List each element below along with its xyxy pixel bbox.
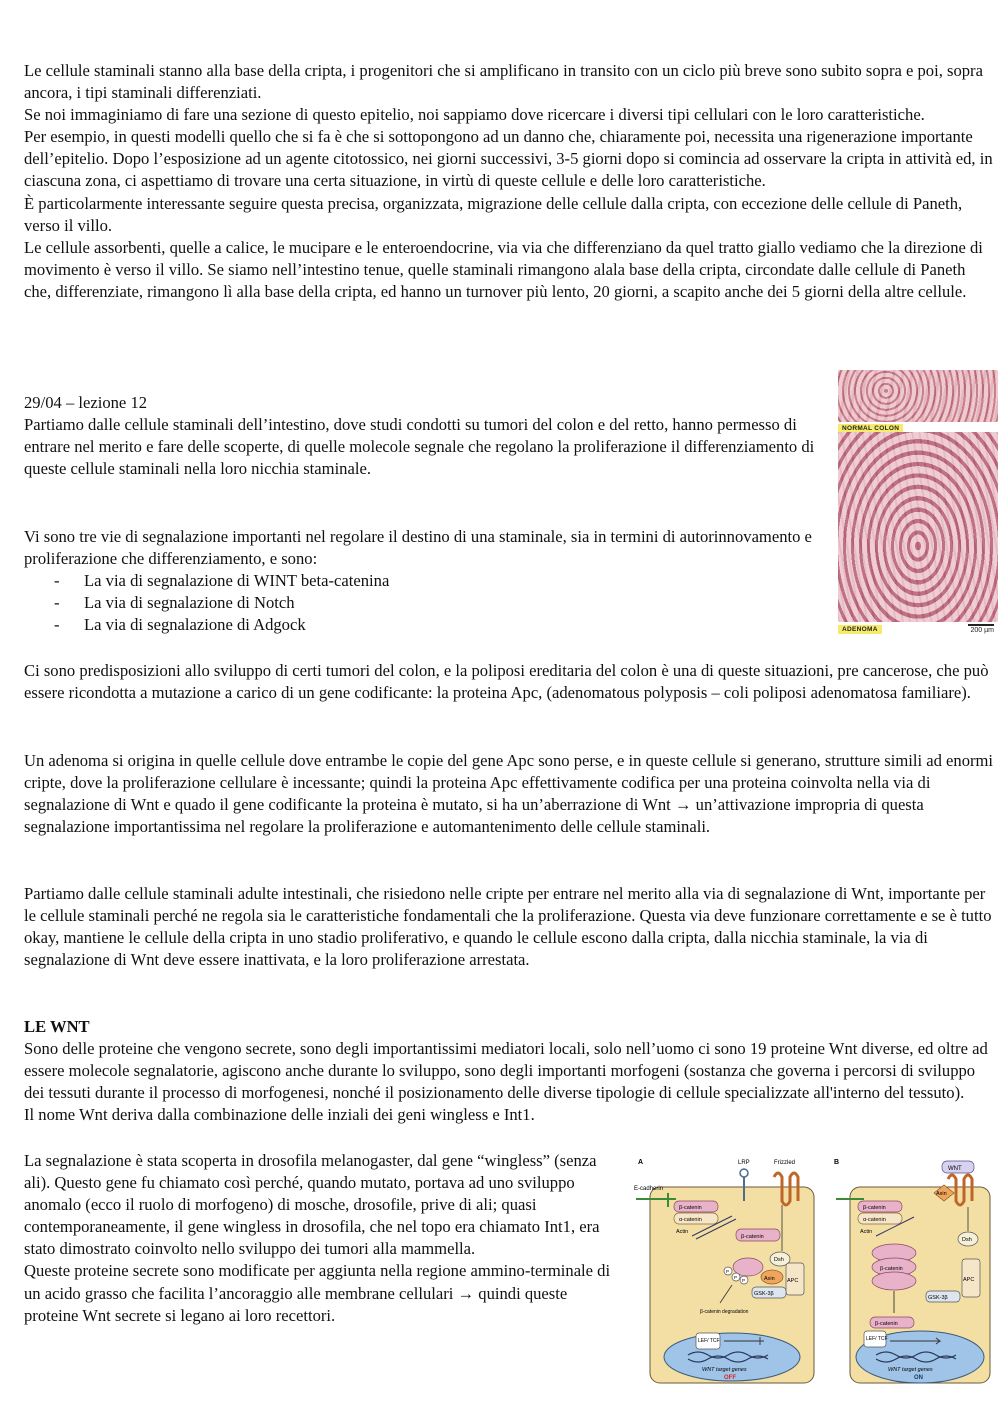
lecture-date: 29/04 – lezione 12 — [24, 393, 148, 412]
section-heading: LE WNT — [24, 1017, 90, 1036]
gsk-label-b: GSK-3β — [928, 1295, 948, 1301]
p-label-a: P — [726, 1269, 730, 1274]
paragraph-wnt-scoperta: La segnalazione è stata scoperta in drosofila melanogaster, dal gene “wingless” (senza ali). Questo gene fu chiamato così perché, quando mutato, portava ad uno sviluppo anomalo (ecco il ruolo di morfogeno) di mosche, drosofile, prive di ali; quasi contemporaneamente, il gene wingless in drosofila, che nel topo era chiamato Int1, era stato dimostrato coinvolto nello sviluppo dei tumori alla mammella. — [24, 1151, 600, 1259]
actin-label-a: Actin — [676, 1229, 689, 1235]
paragraph-wnt-def: Sono delle proteine che vengono secrete, sono degli importantissimi mediatori locali, solo nell’uomo ci sono 19 proteine Wnt diverse, ed oltre ad essere molecole segnalatorie, agiscono anche durante lo sviluppo, sono degli importanti morfogeni (sostanza che governa i percorsi di sviluppo dei tessuti durante il processo di morfogenesi, nonché il posizionamento delle diverse tipologie di cellule specializzate all'interno del tessuto). — [24, 1039, 988, 1103]
degradation-label-a: β-catenin degradation — [700, 1309, 749, 1315]
paragraph-assorbenti: Le cellule assorbenti, quelle a calice, le mucipare e le enteroendocrine, via via che differenziano da quel tratto giallo vediamo che la direzione di movimento è verso il villo. Se siamo nell’intestino tenue, quelle staminali rimangono alala base della cripta, circondate dalle cellule di Paneth che, differenziate, rimangono lì alla base della cripta, ed hanno un turnover più lento, 20 giorni, a scapito anche dei 5 giorni della altre cellule. — [24, 237, 983, 301]
leftcf-label-a: LEF/ TCF — [698, 1338, 720, 1344]
text-block-lezione — [24, 392, 824, 480]
paragraph-intro: Le cellule staminali stanno alla base della cripta, i progenitori che si amplificano in transito con un ciclo più breve sono subito sopra e poi, sopra ancora, i tipi staminali differenziati. — [24, 61, 983, 103]
normal-colon-label: NORMAL COLON — [838, 424, 903, 433]
axin-label-b: Axin — [936, 1191, 947, 1197]
paragraph-sezione: Se noi immaginiamo di fare una sezione di questo epitelio, noi sappiamo dove ricercare i diversi tipi cellulari con le loro caratteristiche. — [24, 105, 925, 125]
actin-label-b: Actin — [860, 1229, 873, 1235]
bcat2-label-b: β-catenin — [880, 1266, 903, 1272]
bcat2-label-a: β-catenin — [741, 1234, 764, 1240]
state-on-label: ON — [914, 1375, 923, 1381]
gsk-label-a: GSK-3β — [754, 1291, 774, 1297]
state-off-label: OFF — [724, 1375, 736, 1381]
genes-label-a: WNT target genes — [702, 1367, 747, 1373]
text-block-wnt-scoperta — [24, 1150, 614, 1327]
normal-colon-image — [838, 370, 998, 422]
paragraph-partiamo-2: Partiamo dalle cellule staminali adulte intestinali, che risiedono nelle cripte per entrare nel merito alla via di segnalazione di Wnt, importante per le cellule staminali perché ne regola sia le caratteristiche fondamentali che la proliferazione. Questa via deve funzionare correttamente e se è tutto okay, mantiene le cellule della cripta in uno stadio proliferativo, e quando le cellule escono dalla cripta, dalla nicchia staminale, la via di segnalazione di Wnt deve essere inattivata, e la loro proliferazione arrestata. — [24, 884, 992, 970]
text-block-wnt — [24, 1016, 996, 1126]
paragraph-vie-intro: Vi sono tre vie di segnalazione importanti nel regolare il destino di una staminale, sia in termini di autorinnovamento e proliferazione che differenziamento, e sono: — [24, 527, 812, 569]
bcat1-label-b: β-catenin — [863, 1205, 886, 1211]
paragraph-wnt-nome: Il nome Wnt deriva dalla combinazione delle inziali dei geni wingless e Int1. — [24, 1105, 535, 1125]
paragraph-predisposizioni: Ci sono predisposizioni allo sviluppo di certi tumori del colon, e la poliposi ereditaria del colon è una di queste situazioni, pre cancerose, che può essere ricondotta a mutazione a carico di un gene codificante: la proteina Apc, (adenomatous polyposis – coli poliposi adenomatosa familiare). — [24, 661, 989, 703]
leftcf-label-b: LEF/ TCF — [866, 1336, 888, 1342]
acat-label-b: α-catenin — [863, 1217, 886, 1223]
wnt-diagram-svg — [632, 1153, 994, 1389]
p-label-a: P — [734, 1275, 738, 1280]
text-block-predisposizioni — [24, 660, 996, 704]
apc-label-a: APC — [787, 1278, 799, 1284]
list-item: - La via di segnalazione di WINT beta-catenina — [54, 570, 814, 592]
apc-label-b: APC — [963, 1277, 975, 1283]
genes-label-b: WNT target genes — [888, 1367, 933, 1373]
text-block-vie — [24, 526, 814, 636]
paragraph-wnt-modifica: Queste proteine secrete sono modificate per aggiunta nella regione ammino-terminale di un acido grasso che facilita l’ancoraggio alle membrane cellulari → quindi queste proteine Wnt secrete si legano ai loro recettori. — [24, 1261, 611, 1325]
bcat3-label-b: β-catenin — [875, 1321, 898, 1327]
frizzled-label-a: Frizzled — [774, 1160, 796, 1166]
ecadherin-label-a: E-cadherin — [634, 1186, 664, 1192]
wnt-pathway-diagram — [632, 1153, 994, 1389]
lrp-label-a: LRP — [738, 1160, 750, 1166]
paragraph-migrazione: È particolarmente interessante seguire questa precisa, organizzata, migrazione delle cellule dalla cripta, con eccezione delle cellule di Paneth, verso il villo. — [24, 193, 963, 235]
list-item: - La via di segnalazione di Notch — [54, 592, 814, 614]
p-label-a: P — [742, 1278, 746, 1283]
paragraph-adenoma: Un adenoma si origina in quelle cellule dove entrambe le copie del gene Apc sono perse, e in queste cellule si generano, strutture simili ad enormi cripte, dove la proliferazione cellulare è incessante; quindi la proteina Apc effettivamente codifica per una proteina coinvolta nella via di segnalazione di Wnt e quado il gene codificante la proteina è mutato, si ha un’aberrazione di Wnt → un’attivazione impropria di questa segnalazione importantissima nel regolare la proliferazione e automantenimento delle cellule staminali. — [24, 751, 994, 837]
wnt-label-b: WNT — [948, 1166, 962, 1172]
adenoma-image — [838, 432, 998, 622]
adenoma-label: ADENOMA — [838, 625, 882, 634]
acat-label-a: α-catenin — [679, 1217, 702, 1223]
histology-figure — [838, 368, 998, 640]
beta-catenin-stack-b — [872, 1272, 916, 1290]
text-block-intro — [24, 60, 996, 303]
lrp-head-a — [740, 1169, 748, 1177]
list-item: - La via di segnalazione di Adgock — [54, 614, 814, 636]
text-block-partiamo-2 — [24, 883, 996, 971]
paragraph-partiamo-1: Partiamo dalle cellule staminali dell’intestino, dove studi condotti su tumori del colon e del retto, hanno permesso di entrare nel merito e fare delle scoperte, di quelle molecole segnale che regolano la proliferazione il differenziamento di queste cellule staminali nella loro nicchia staminale. — [24, 415, 815, 479]
signaling-list — [24, 570, 814, 636]
paragraph-esempio: Per esempio, in questi modelli quello che si fa è che si sottopongono ad un danno che, chiaramente poi, necessita una rigenerazione importante dell’epitelio. Dopo l’esposizione ad un agente citotossico, nei giorni successivi, 3-5 giorni dopo si comincia ad osservare la cripta in attività ed, in ciascuna zona, ci aspettiamo di trovare una certa situazione, in virtù di queste cellule e delle loro caratteristiche. — [24, 127, 993, 191]
bcat1-label-a: β-catenin — [679, 1205, 702, 1211]
dsh-label-b: Dsh — [962, 1237, 972, 1243]
scale-bar — [968, 624, 994, 626]
scale-label: 200 µm — [970, 627, 994, 634]
text-block-adenoma — [24, 750, 996, 838]
axin-label-a: Axin — [764, 1276, 775, 1282]
panel-b-letter: B — [834, 1159, 840, 1166]
nucleus-a — [664, 1333, 800, 1381]
dsh-label-a: Dsh — [774, 1257, 784, 1263]
panel-a-letter: A — [638, 1159, 644, 1166]
